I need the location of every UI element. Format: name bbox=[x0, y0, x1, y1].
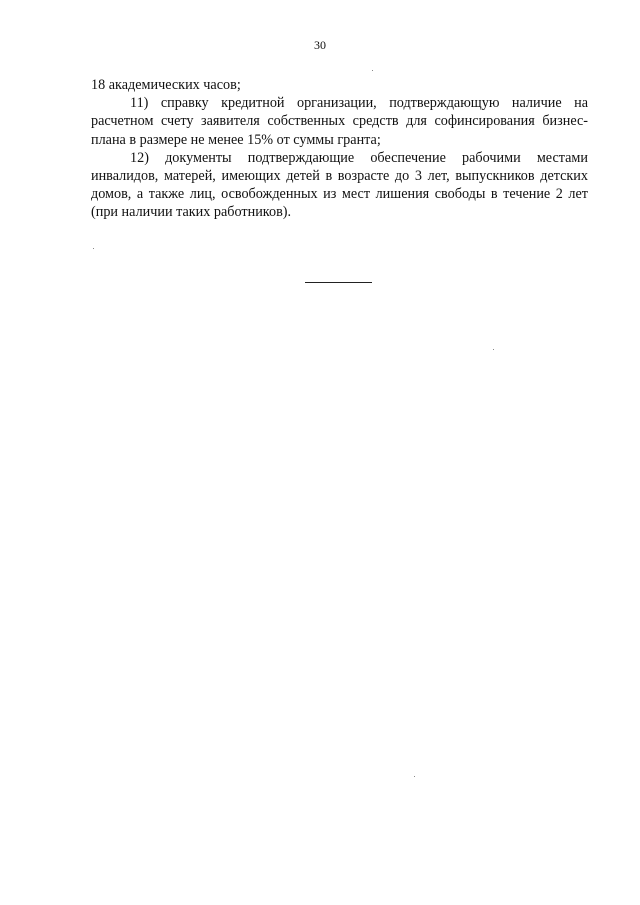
scan-speck bbox=[372, 70, 373, 71]
scan-speck bbox=[93, 248, 94, 249]
document-body bbox=[91, 76, 588, 222]
paragraph-item-12: 12) документы подтверждающие обеспечение рабочими местами инвалидов, матерей, имеющих детей в возрасте до 3 лет, выпускников детских домов, а также лиц, освобожденных из мест лишения свободы в течение 2 лет (при наличии таких работников). bbox=[91, 149, 588, 221]
scan-speck bbox=[493, 349, 494, 350]
end-separator-line bbox=[305, 282, 372, 283]
paragraph-hours-continuation: 18 академических часов; bbox=[91, 77, 241, 93]
paragraph-item-11: 11) справку кредитной организации, подтверждающую наличие на расчетном счету заявителя собственных средств для софинсирования бизнес-плана в размере не менее 15% от суммы гранта; bbox=[91, 95, 588, 148]
page-number: 30 bbox=[314, 38, 326, 52]
scan-speck bbox=[414, 776, 415, 777]
